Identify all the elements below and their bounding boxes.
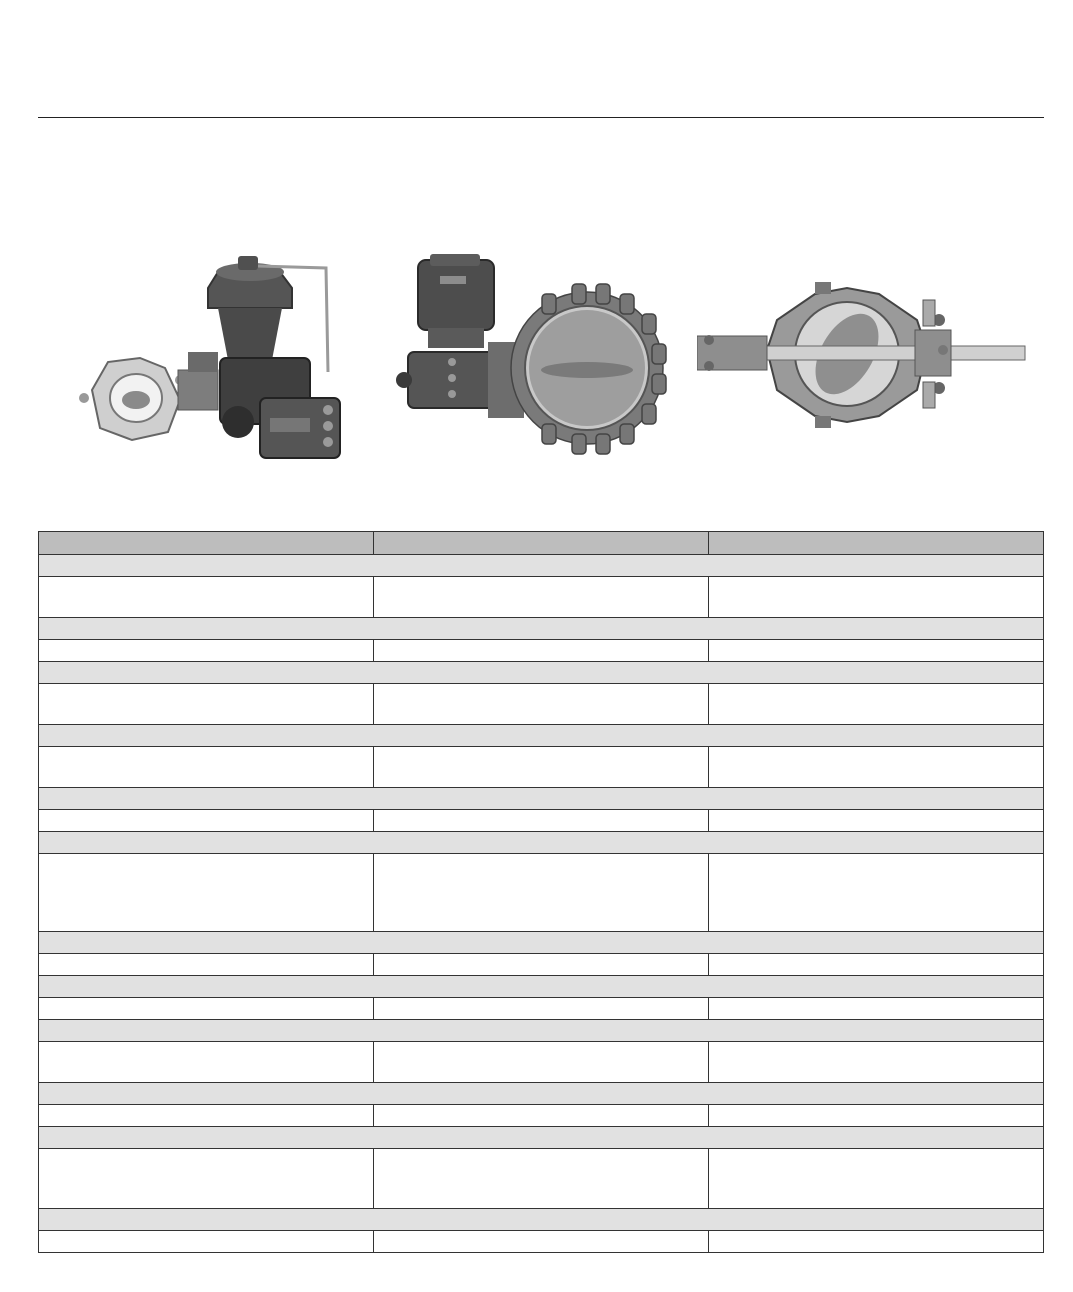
section-row xyxy=(39,1083,1044,1105)
table-cell xyxy=(709,954,1044,976)
table-cell xyxy=(709,747,1044,788)
table-cell xyxy=(709,810,1044,832)
section-title xyxy=(39,1083,1044,1105)
table-cell xyxy=(39,810,374,832)
rotary-control-valve-with-actuator-and-positioner-icon xyxy=(79,256,340,458)
column-header xyxy=(39,532,374,555)
section-title xyxy=(39,662,1044,684)
header-rule xyxy=(38,117,1044,118)
butterfly-valve-cutaway-photo xyxy=(697,280,1027,435)
table-cell xyxy=(374,640,709,662)
table-cell xyxy=(374,577,709,618)
table-cell xyxy=(374,810,709,832)
table-cell xyxy=(374,998,709,1020)
butterfly-valve-cutaway-icon xyxy=(697,282,1025,428)
table-cell xyxy=(39,684,374,725)
table-cell xyxy=(709,1149,1044,1209)
table-cell xyxy=(39,747,374,788)
table-cell xyxy=(709,577,1044,618)
table-row xyxy=(39,747,1044,788)
section-title xyxy=(39,832,1044,854)
table-cell xyxy=(374,1042,709,1083)
section-title xyxy=(39,932,1044,954)
table-cell xyxy=(374,1105,709,1127)
section-row xyxy=(39,725,1044,747)
specification-table xyxy=(38,531,1044,1253)
table-row xyxy=(39,1231,1044,1253)
rotary-control-valve-photo xyxy=(70,250,360,465)
table-row xyxy=(39,810,1044,832)
section-row xyxy=(39,976,1044,998)
table-cell xyxy=(709,854,1044,932)
table-cell xyxy=(709,1042,1044,1083)
table-cell xyxy=(709,684,1044,725)
table-cell xyxy=(39,1105,374,1127)
table-row xyxy=(39,1042,1044,1083)
table-cell xyxy=(39,854,374,932)
column-header xyxy=(709,532,1044,555)
column-header xyxy=(374,532,709,555)
section-row xyxy=(39,1020,1044,1042)
table-row xyxy=(39,854,1044,932)
table-row xyxy=(39,998,1044,1020)
section-title xyxy=(39,555,1044,577)
section-title xyxy=(39,976,1044,998)
table-row xyxy=(39,577,1044,618)
section-row xyxy=(39,1209,1044,1231)
table-cell xyxy=(374,747,709,788)
table-cell xyxy=(709,1105,1044,1127)
table-cell xyxy=(374,684,709,725)
table-cell xyxy=(709,998,1044,1020)
table-cell xyxy=(39,577,374,618)
table-cell xyxy=(39,954,374,976)
table-cell xyxy=(374,1231,709,1253)
table-cell xyxy=(39,1149,374,1209)
table-cell xyxy=(709,640,1044,662)
section-title xyxy=(39,618,1044,640)
section-title xyxy=(39,788,1044,810)
section-title xyxy=(39,1020,1044,1042)
table-cell xyxy=(39,1231,374,1253)
table-row xyxy=(39,684,1044,725)
table-cell xyxy=(374,854,709,932)
table-cell xyxy=(39,640,374,662)
table-header-row xyxy=(39,532,1044,555)
section-row xyxy=(39,618,1044,640)
table-row xyxy=(39,640,1044,662)
section-row xyxy=(39,1127,1044,1149)
section-title xyxy=(39,1127,1044,1149)
lugged-butterfly-valve-with-actuator-icon xyxy=(396,254,666,454)
table-row xyxy=(39,954,1044,976)
section-title xyxy=(39,1209,1044,1231)
section-row xyxy=(39,662,1044,684)
table-cell xyxy=(374,1149,709,1209)
table-cell xyxy=(374,954,709,976)
section-row xyxy=(39,788,1044,810)
table-cell xyxy=(709,1231,1044,1253)
lugged-butterfly-valve-photo xyxy=(392,250,677,465)
table-cell xyxy=(39,998,374,1020)
product-photos xyxy=(0,240,1073,470)
section-row xyxy=(39,932,1044,954)
table-row xyxy=(39,1105,1044,1127)
table-cell xyxy=(39,1042,374,1083)
section-row xyxy=(39,832,1044,854)
section-row xyxy=(39,555,1044,577)
table-row xyxy=(39,1149,1044,1209)
section-title xyxy=(39,725,1044,747)
